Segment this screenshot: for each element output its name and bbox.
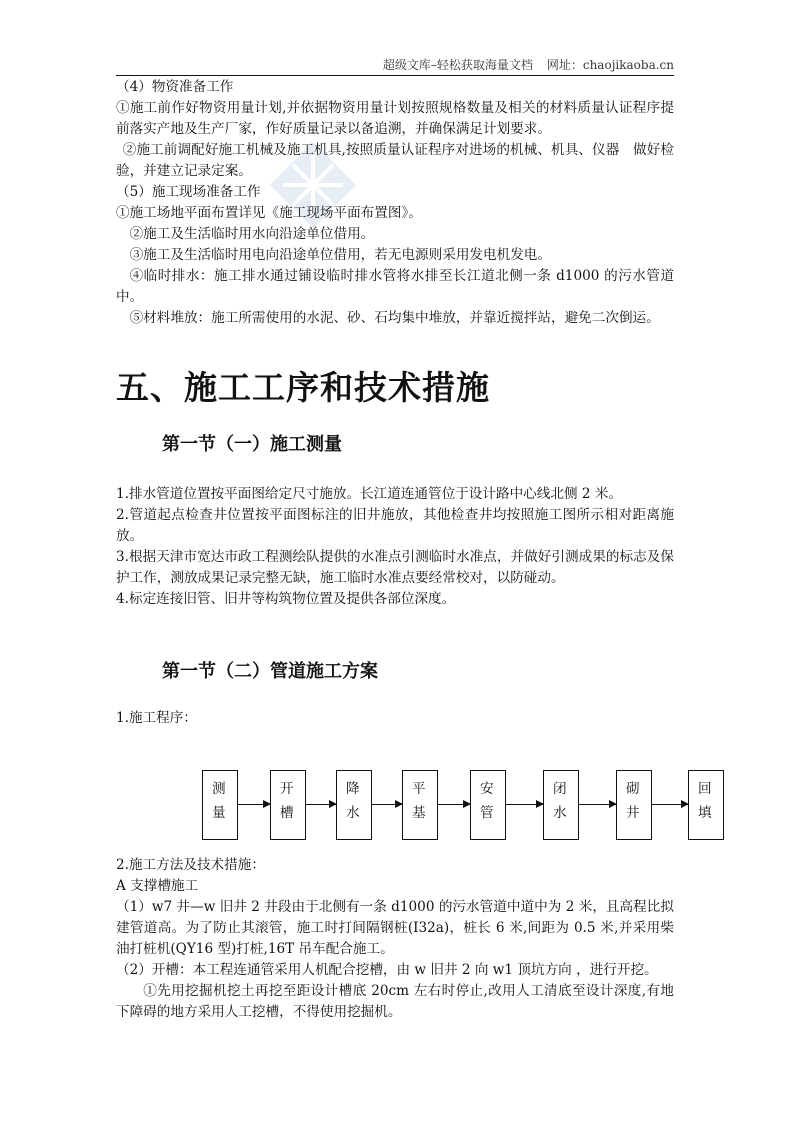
- flow-step: [616, 770, 652, 840]
- method-paragraph: ①先用挖掘机挖土再挖至距设计槽底 20cm 左右时停止,改用人工清底至设计深度,有地下障碍的地方采用人工挖槽，不得使用挖掘机。: [116, 983, 674, 1020]
- materials-item: ①施工前作好物资用量计划,并依据物资用量计划按照规格数量及相关的材料质量认证程序提前落实产地及生产厂家，作好质量记录以备追溯，并确保满足计划要求。: [116, 100, 674, 137]
- header-site: 超级文库–轻松获取海量文档: [382, 58, 533, 72]
- section2-title: 第一节（二）管道施工方案: [162, 661, 378, 682]
- site-item: ④临时排水：施工排水通过铺设临时排水管将水排至长江道北侧一条 d1000 的污水管道中。: [116, 268, 674, 305]
- header-rule: [116, 75, 674, 76]
- site-title: （5）施工现场准备工作: [116, 184, 261, 200]
- section1-item: 1.排水管道位置按平面图给定尺寸施放。长江道连通管位于设计路中心线北侧 2 米。: [116, 486, 623, 502]
- flow-step-char: 井: [626, 805, 640, 821]
- flow-arrow-icon: [372, 804, 402, 805]
- flow-step-char: 测: [212, 781, 226, 797]
- flow-step-char: 管: [480, 805, 494, 821]
- flow-step-char: 量: [212, 805, 226, 821]
- section1-item: 2.管道起点检查井位置按平面图标注的旧井施放，其他检查井均按照施工图所示相对距离施放。: [116, 507, 674, 544]
- flow-step: [270, 770, 306, 840]
- methods-block: [116, 855, 674, 1023]
- flow-step-char: 安: [480, 781, 494, 797]
- flow-arrow-icon: [579, 804, 616, 805]
- flow-arrow-icon: [652, 804, 688, 805]
- flow-arrow-icon: [238, 804, 270, 805]
- flow-step-char: 砌: [626, 781, 640, 797]
- flow-step-char: 开: [280, 781, 294, 797]
- materials-block: [116, 77, 674, 329]
- site-item: ②施工及生活临时用水向沿途单位借用。: [129, 226, 375, 242]
- flow-step-char: 填: [698, 805, 712, 821]
- flow-step: [202, 770, 238, 840]
- flow-step-char: 槽: [280, 805, 294, 821]
- section1-item: 3.根据天津市宽达市政工程测绘队提供的水准点引测临时水准点，并做好引测成果的标志及保护工作，测放成果记录完整无缺，施工临时水准点要经常校对，以防碰动。: [116, 549, 674, 586]
- flow-step-char: 水: [346, 805, 360, 821]
- sub-heading-a: A 支撑槽施工: [116, 878, 199, 894]
- page-header: [369, 56, 674, 73]
- header-url: 网址：chaojikaoba.cn: [546, 58, 674, 72]
- flow-arrow-icon: [438, 804, 470, 805]
- flow-step: [688, 770, 724, 840]
- method-paragraph: （1）w7 井—w 旧井 2 井段由于北侧有一条 d1000 的污水管道中道中为 2 米，且高程比拟建管道高。为了防止其滚管，施工时打间隔钢桩(I32a)，桩长 6 米,间距为 0.5 米,并采用柴油打桩机(QY16 型)打桩,16T 吊车配合施工。: [116, 899, 674, 957]
- procedure-label: 1.施工程序：: [116, 710, 197, 726]
- flow-arrow-icon: [306, 804, 336, 805]
- flow-step-char: 闭: [553, 781, 567, 797]
- flow-step: [543, 770, 579, 840]
- flow-step-char: 平: [412, 781, 426, 797]
- materials-title: （4）物资准备工作: [116, 79, 234, 95]
- flow-step-char: 降: [346, 781, 360, 797]
- methods-label: 2.施工方法及技术措施：: [116, 857, 265, 873]
- flow-step-char: 基: [412, 805, 426, 821]
- flow-step-char: 回: [698, 781, 712, 797]
- flow-step-char: 水: [553, 805, 567, 821]
- site-item: ⑤材料堆放：施工所需使用的水泥、砂、石均集中堆放，并靠近搅拌站，避免二次倒运。: [129, 310, 660, 326]
- flow-step: [402, 770, 438, 840]
- section1-item: 4.标定连接旧管、旧井等构筑物位置及提供各部位深度。: [116, 591, 456, 607]
- section1-block: [116, 484, 674, 610]
- materials-item: ②施工前调配好施工机械及施工机具,按照质量认证程序对进场的机械、机具、仪器 做好检验，并建立记录定案。: [116, 142, 674, 179]
- flow-step: [336, 770, 372, 840]
- flow-arrow-icon: [506, 804, 543, 805]
- section1-title: 第一节（一）施工测量: [162, 434, 342, 455]
- site-item: ③施工及生活临时用电向沿途单位借用，若无电源则采用发电机发电。: [129, 247, 551, 263]
- flow-step: [470, 770, 506, 840]
- method-paragraph: （2）开槽：本工程连通管采用人机配合挖槽，由 w 旧井 2 向 w1 顶坑方向 ，进行开挖。: [116, 962, 658, 978]
- procedure-flowchart: [202, 770, 726, 842]
- site-item: ①施工场地平面布置详见《施工现场平面布置图》。: [116, 205, 422, 221]
- chapter-title: 五、施工工序和技术措施: [116, 368, 490, 407]
